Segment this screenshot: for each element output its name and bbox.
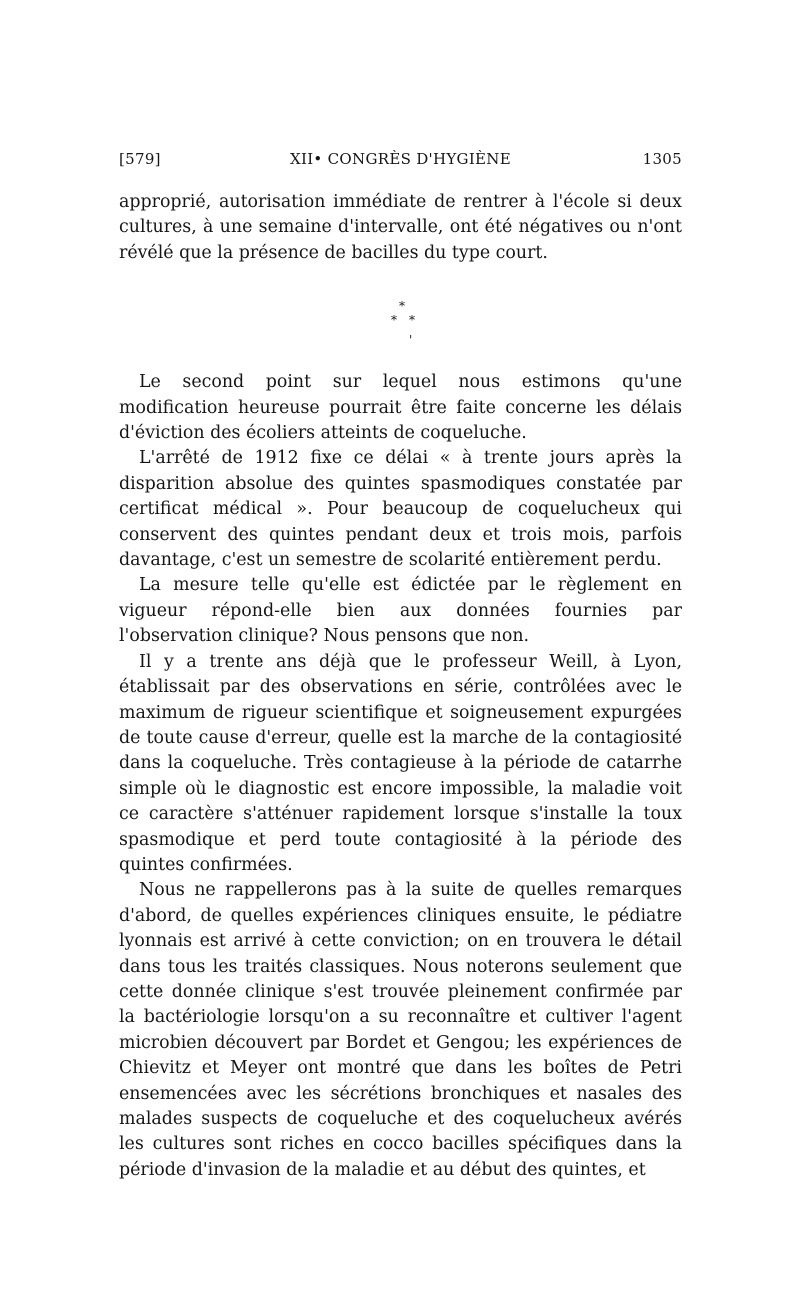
- paragraph: Nous ne rappellerons pas à la suite de quelles remarques d'abord, de quelles expériences cliniques ensuite, le pédiatre lyonnais est arrivé à cette conviction; on en trouvera le détail dans tous les traités classiques. Nous noterons seulement que cette donnée clinique s'est trouvée pleinement confirmée par la bactériologie lorsqu'on a su reconnaître et cultiver l'agent microbien découvert par Bordet et Gengou; les expériences de Chievitz et Meyer ont montré que dans les boîtes de Petri ensemencées avec les sécrétions bronchiques et nasales des malades suspects de coqueluche et des coquelucheux avérés les cultures sont riches en cocco bacilles spécifiques dans la période d'invasion de la maladie et au début des quintes, et: [119, 880, 682, 1180]
- asterism-mark: ': [409, 333, 413, 348]
- paragraph-continued: approprié, autorisation immédiate de rentrer à l'école si deux cultures, à une semaine d'intervalle, ont été négatives ou n'ont révélé que la présence de bacilles du type court.: [119, 192, 682, 263]
- paragraph: Le second point sur lequel nous estimons qu'une modification heureuse pourrait être faite concerne les délais d'éviction des écoliers atteints de coqueluche.: [119, 372, 682, 444]
- section-number: [579]: [119, 150, 161, 168]
- body-text: [119, 190, 682, 1183]
- asterism-star: *: [399, 299, 405, 314]
- paragraph: La mesure telle qu'elle est édictée par le règlement en vigueur répond-elle bien aux données fournies par l'observation clinique? Nous pensons que non.: [119, 575, 682, 647]
- asterism-star: *: [409, 313, 415, 328]
- paragraph: L'arrêté de 1912 fixe ce délai « à trente jours après la disparition absolue des quintes spasmodiques constatée par certificat médical ». Pour beaucoup de coquelucheux qui conservent des quintes pendant deux et trois mois, parfois davantage, c'est un semestre de scolarité entièrement perdu.: [119, 448, 682, 571]
- running-title: XII• CONGRÈS D'HYGIÈNE: [290, 150, 511, 168]
- running-header: [119, 146, 682, 172]
- asterism-star: *: [391, 313, 397, 328]
- section-break-asterism: [119, 294, 682, 354]
- paragraph: Il y a trente ans déjà que le professeur Weill, à Lyon, établissait par des observations en série, contrôlées avec le maximum de rigueur scientifique et soigneusement expurgées de toute cause d'erreur, quelle est la marche de la contagiosité dans la coqueluche. Très contagieuse à la période de catarrhe simple où le diagnostic est encore impossible, la maladie voit ce caractère s'atténuer rapidement lorsque s'installe la toux spasmodique et perd toute contagiosité à la période des quintes confirmées.: [119, 651, 682, 875]
- page-number: 1305: [642, 150, 682, 168]
- book-page: [119, 146, 682, 1183]
